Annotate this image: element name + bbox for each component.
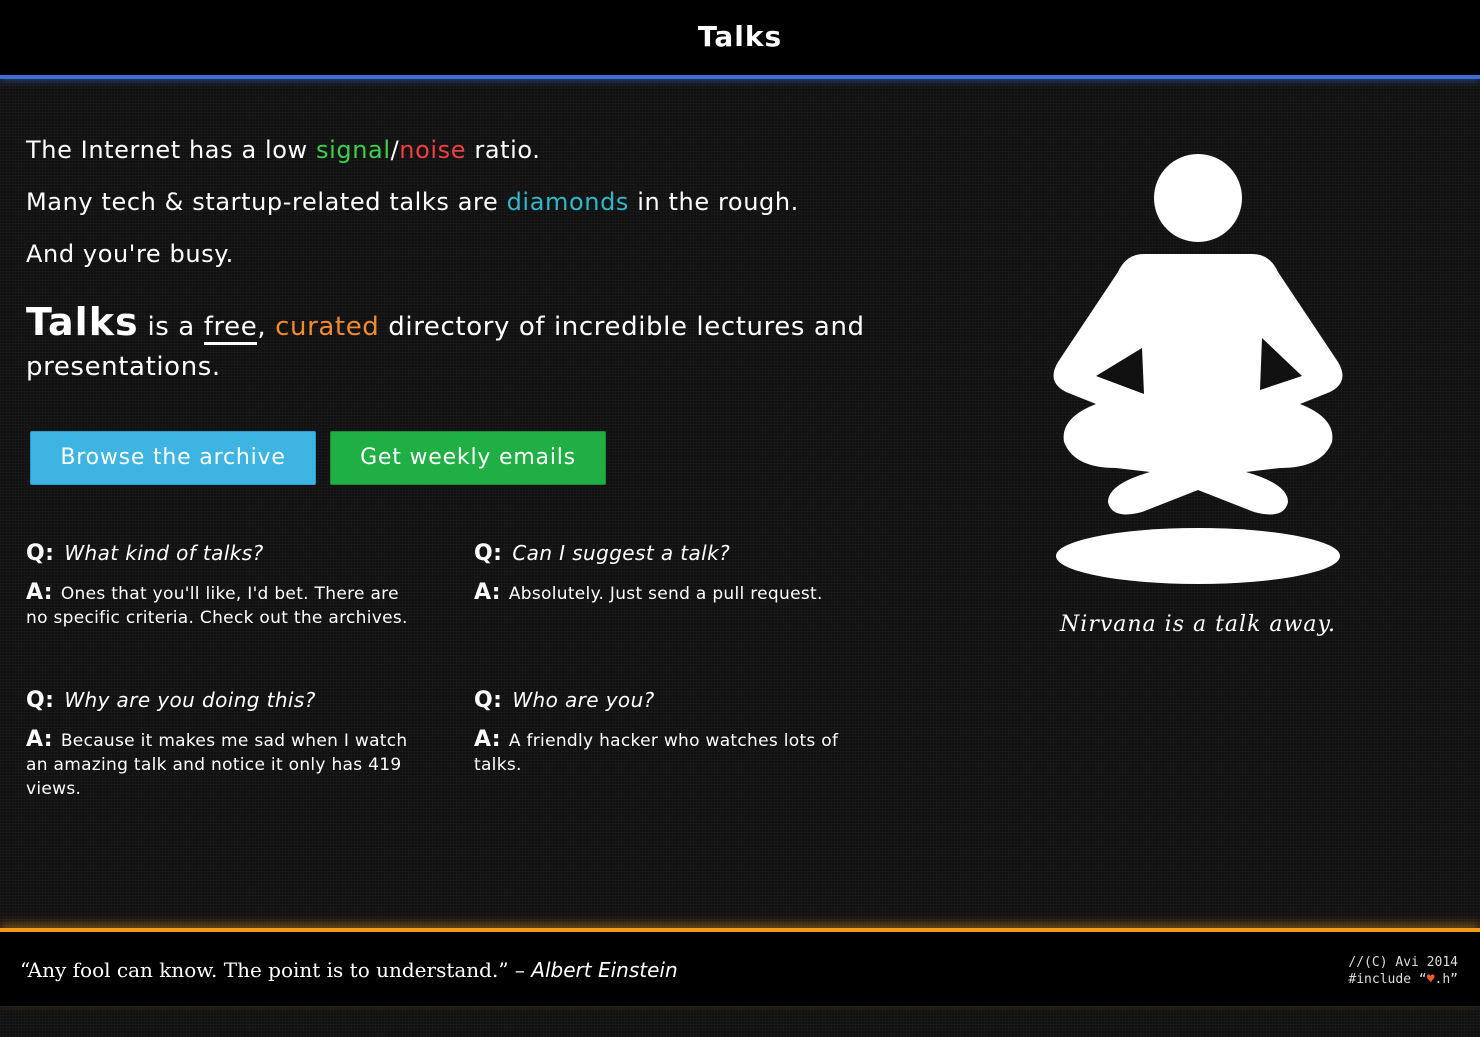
signal-word: signal [316,136,391,164]
credit-line-2-post: .h” [1434,972,1458,987]
browse-archive-button[interactable]: Browse the archive [30,431,316,485]
intro-line-1-post: ratio. [466,136,541,164]
faq-answer [474,728,874,777]
slash: / [390,136,400,164]
a-label: A: [26,580,53,605]
quote-text: “Any fool can know. The point is to understand.” [20,958,509,982]
tagline-free: free [204,312,258,345]
a-label: A: [474,727,501,752]
tagline [26,302,946,387]
action-buttons [30,431,946,485]
top-bar [0,0,1480,79]
faq-answer [474,581,874,606]
faq-answer [26,728,426,801]
faq-question [474,685,874,716]
answer-text: Ones that you'll like, I'd bet. There are no specific criteria. Check out the archives. [26,584,408,628]
diamonds-word: diamonds [506,188,630,216]
noise-word: noise [399,136,467,164]
intro-line-3: And you're busy. [26,240,234,268]
heart-icon: ♥ [1426,972,1435,987]
quote-dash: – [508,958,532,982]
intro-line-2-pre: Many tech & startup-related talks are [26,188,507,216]
faq-item [26,685,426,801]
main-content [26,124,946,485]
faq-question [474,538,874,569]
meditating-person-icon [1048,150,1348,594]
q-label: Q: [474,541,503,566]
site-title[interactable]: Talks [697,20,783,53]
question-text: Why are you doing this? [64,688,316,712]
tagline-is-a: is a [138,312,204,342]
tagline-comma: , [257,312,276,342]
quote-author: Albert Einstein [531,958,678,982]
question-text: Can I suggest a talk? [512,541,731,565]
faq-question [26,685,426,716]
weekly-emails-button[interactable]: Get weekly emails [330,431,606,485]
faq-item [474,538,874,606]
footer-quote [20,958,678,982]
figure-caption: Nirvana is a talk away. [1060,612,1336,637]
faq-item [474,685,874,777]
q-label: Q: [26,541,55,566]
a-label: A: [26,727,53,752]
faq-item [26,538,426,630]
credit-line-2-pre: #include “ [1348,972,1427,987]
intro-line-2-post: in the rough. [629,188,799,216]
faq-answer [26,581,426,630]
question-text: Who are you? [512,688,655,712]
q-label: Q: [26,688,55,713]
question-text: What kind of talks? [64,541,264,565]
intro-line-1-pre: The Internet has a low [26,136,316,164]
tagline-curated: curated [275,312,380,342]
intro-line-2 [26,176,946,228]
intro-line-1 [26,124,946,176]
q-label: Q: [474,688,503,713]
tagline-rest: directory of incredible lectures and presentations. [26,312,865,382]
a-label: A: [474,580,501,605]
footer-credit [1348,954,1458,988]
answer-text: Because it makes me sad when I watch an amazing talk and notice it only has 419 views. [26,731,408,799]
credit-line-2 [1348,971,1458,988]
credit-line-1: //(C) Avi 2014 [1348,955,1458,970]
faq-question [26,538,426,569]
tagline-brand: Talks [26,300,139,344]
answer-text: Absolutely. Just send a pull request. [508,584,823,604]
footer [0,928,1480,1006]
answer-text: A friendly hacker who watches lots of talks. [474,731,839,775]
